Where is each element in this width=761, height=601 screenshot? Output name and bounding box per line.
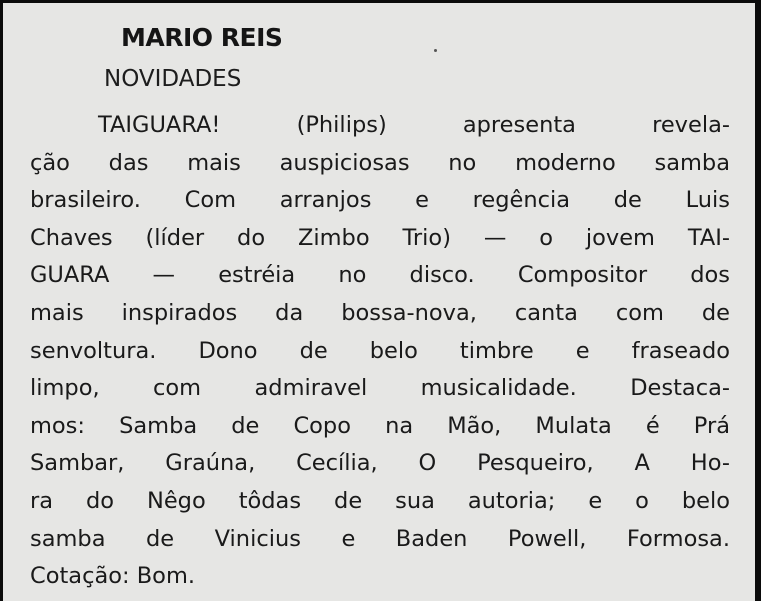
- body-line: samba de Vinicius e Baden Powell, Formosa.: [30, 525, 730, 552]
- newspaper-clipping: [3, 3, 755, 601]
- body-line: ção das mais auspiciosas no moderno samba: [30, 149, 730, 176]
- print-speck: [434, 49, 437, 52]
- body-line: senvoltura. Dono de belo timbre e fraseado: [30, 337, 730, 364]
- body-line: Sambar, Graúna, Cecília, O Pesqueiro, A Ho-: [30, 450, 730, 477]
- author-byline: MARIO REIS: [121, 23, 283, 52]
- section-heading: NOVIDADES: [104, 66, 242, 92]
- body-line: ra do Nêgo tôdas de sua autoria; e o belo: [30, 487, 730, 514]
- body-line: GUARA — estréia no disco. Compositor dos: [30, 262, 730, 289]
- article-body: [30, 107, 730, 596]
- body-line: mais inspirados da bossa-nova, canta com de: [30, 299, 730, 326]
- body-line: Chaves (líder do Zimbo Trio) — o jovem TAI-: [30, 224, 730, 251]
- body-line: brasileiro. Com arranjos e regência de Luis: [30, 187, 730, 214]
- body-line-final: Cotação: Bom.: [30, 563, 196, 590]
- body-line: limpo, com admiravel musicalidade. Destaca-: [30, 375, 730, 402]
- body-line: mos: Samba de Copo na Mão, Mulata é Prá: [30, 412, 730, 439]
- body-line: TAIGUARA! (Philips) apresenta revela-: [98, 112, 730, 138]
